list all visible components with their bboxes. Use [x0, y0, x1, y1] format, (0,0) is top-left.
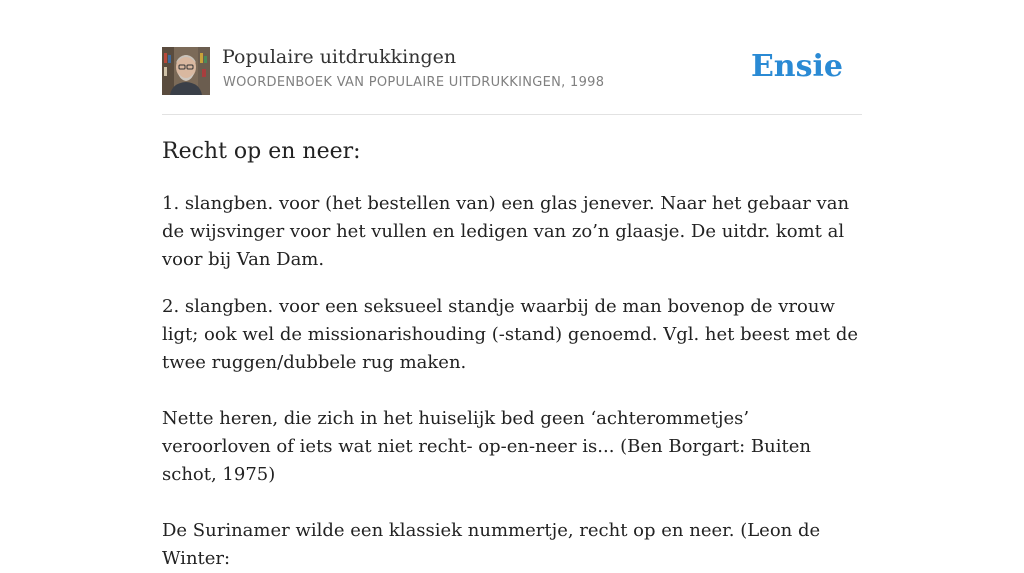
source-title[interactable]: Populaire uitdrukkingen — [222, 46, 457, 68]
source-subtitle: WOORDENBOEK VAN POPULAIRE UITDRUKKINGEN, 1998 — [223, 75, 605, 90]
entry-content — [162, 136, 862, 573]
source-header — [162, 46, 862, 115]
author-portrait-icon — [162, 47, 210, 95]
paragraph-spacer — [162, 489, 862, 517]
entry-headword: Recht op en neer: — [162, 139, 361, 164]
ensie-logo-link[interactable]: Ensie — [750, 49, 843, 84]
quote-1: Nette heren, die zich in het huiselijk bed geen ‘achterommetjes’ veroorloven of iets wat niet recht- op-en-neer is... (Ben Borgart: Buiten schot, 1975) — [162, 408, 811, 485]
definition-1: 1. slangben. voor (het bestellen van) een glas jenever. Naar het gebaar van de wijsvinger voor het vullen en ledigen van zo’n glaasje. De uitdr. komt al voor bij Van Dam. — [162, 193, 850, 270]
author-avatar[interactable] — [162, 47, 210, 95]
quote-2: De Surinamer wilde een klassiek nummertje, recht op en neer. (Leon de Winter: — [162, 520, 821, 569]
paragraph-spacer — [162, 377, 862, 405]
definition-2: 2. slangben. voor een seksueel standje waarbij de man bovenop de vrouw ligt; ook wel de missionarishouding (-stand) genoemd. Vgl. het beest met de twee ruggen/dubbele rug maken. — [162, 296, 858, 373]
